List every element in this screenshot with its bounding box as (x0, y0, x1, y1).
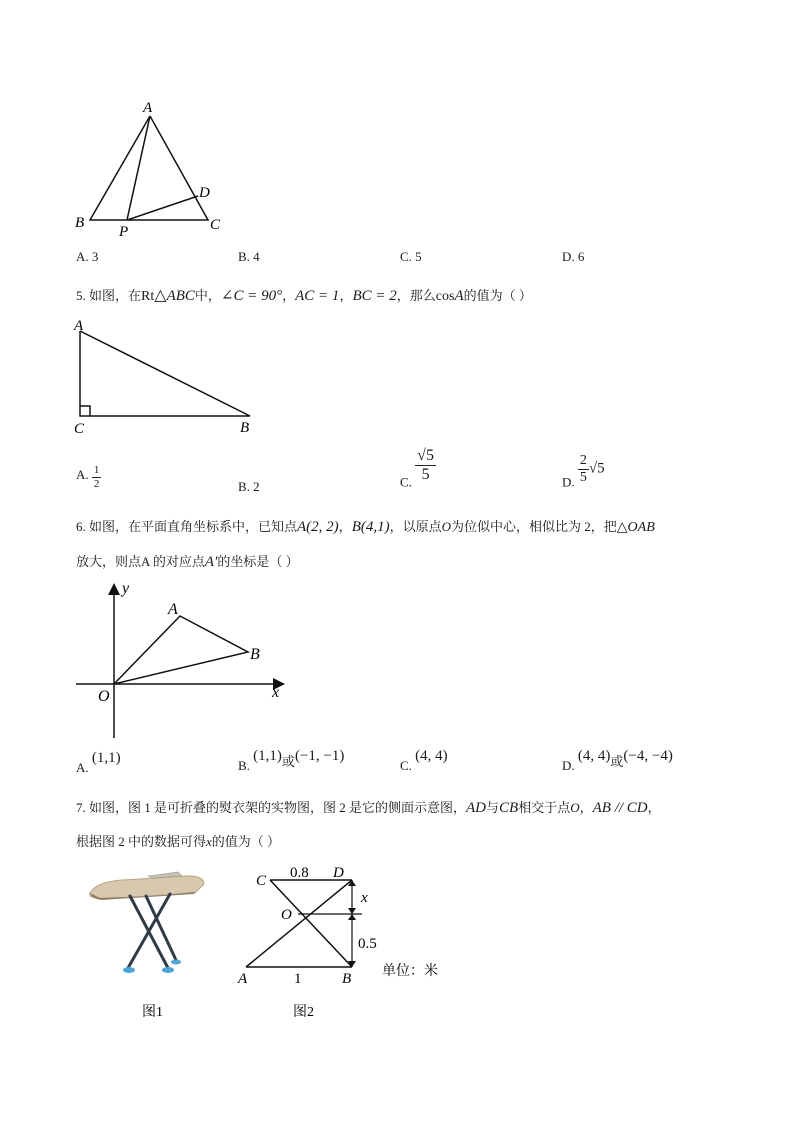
q6-aprime: A′ (204, 554, 218, 570)
q5-abc: ABC (166, 288, 195, 304)
q6-label-O: O (98, 688, 110, 705)
q7-line2-a: 根据图 2 中的数据可得 (76, 834, 207, 849)
q5-label-C: C (74, 421, 85, 437)
q6-label-A: A (168, 601, 178, 618)
q4-option-c[interactable]: C. 5 (400, 249, 422, 264)
q5-tail1: ，那么 (396, 288, 436, 303)
q7-o: O (570, 800, 580, 815)
q5-tail2: 的值为（ ） (463, 288, 532, 303)
q5-option-a-label: A. (76, 467, 89, 482)
q6-option-a-value: (1,1) (91, 750, 121, 766)
q6-label-B: B (250, 646, 260, 663)
q5-cos: cos (435, 289, 455, 304)
q7-fig2-label-C: C (256, 873, 267, 889)
q4-option-b[interactable]: B. 4 (238, 249, 260, 264)
q7-fig2-label-B: B (342, 971, 352, 987)
q6-pointB: B(4,1) (351, 519, 390, 535)
q5-option-a-den: 2 (93, 478, 100, 490)
q4-label-A: A (143, 100, 153, 116)
q7-fig2-caption: 图2 (293, 1005, 314, 1020)
q5-option-c-den: 5 (421, 466, 430, 483)
q6-option-b-label: B. (238, 758, 250, 773)
q7-fig2-unit: 单位：米 (382, 964, 438, 979)
q7-fig1-caption: 图1 (142, 1005, 163, 1020)
q7-x: x (206, 834, 212, 849)
q7-fig2-label-A: A (238, 971, 248, 987)
q6-option-a-label: A. (76, 760, 89, 775)
q5-triangle-icon: △ (154, 287, 167, 304)
q5-ac: AC = 1 (295, 288, 340, 304)
q7-comma: ， (579, 800, 593, 815)
q7-fig2-label-top: 0.8 (290, 865, 309, 881)
q5-cos-var: A (454, 288, 464, 304)
q5-sep2: ， (339, 288, 353, 303)
q5-intro: 5. 如图，在 (76, 288, 142, 303)
q6-option-b-or: 或 (281, 754, 295, 769)
q5-option-d-label: D. (562, 474, 575, 490)
q7-intro: 7. 如图，图 1 是可折叠的熨衣架的实物图，图 2 是它的侧面示意图， (76, 800, 467, 815)
q7-fig2-label-half: 0.5 (358, 936, 377, 952)
q5-zhong: 中， (194, 288, 221, 303)
q6-option-d-value1: (4, 4) (577, 748, 611, 764)
q6-mid2: 为位似中心，相似比为 2，把 (451, 519, 617, 534)
q4-label-C: C (210, 217, 221, 233)
q5-label-B: B (240, 420, 250, 436)
q7-fig2-label-x: x (361, 890, 368, 906)
q4-label-P: P (119, 224, 129, 240)
q7-fig2-label-D: D (333, 865, 344, 881)
q6-mid1: ，以原点 (389, 519, 442, 534)
q5-option-d-num: 2 (579, 453, 587, 468)
q7-parallel: AB // CD (592, 800, 648, 816)
q6-option-d-or: 或 (610, 754, 624, 769)
q6-option-d-label: D. (562, 758, 575, 773)
q7-mid: 相交于点 (518, 800, 571, 815)
q6-option-c-value: (4, 4) (415, 748, 448, 764)
q6-pointA: A(2, 2) (297, 519, 339, 535)
q4-option-a[interactable]: A. 3 (76, 249, 99, 264)
q5-rt: Rt (141, 289, 155, 304)
q6-label-x: x (272, 684, 280, 701)
q4-option-d[interactable]: D. 6 (562, 249, 585, 264)
q7-ad: AD (466, 800, 487, 816)
q6-option-c-label: C. (400, 758, 412, 773)
q5-option-c-num: √5 (417, 447, 434, 464)
q7-yu: 与 (486, 800, 500, 815)
q6-sep1: ， (338, 519, 352, 534)
q5-option-c-label: C. (400, 474, 412, 490)
q6-label-y: y (122, 580, 130, 597)
q6-option-b-value1: (1,1) (253, 748, 282, 764)
q6-option-b-value2: (−1, −1) (294, 748, 345, 764)
q7-fig2-label-bottom: 1 (294, 971, 302, 987)
q6-triangle: △OAB (616, 520, 655, 535)
q7-cb: CB (499, 800, 519, 816)
q4-label-D: D (199, 185, 210, 201)
q5-option-a-num: 1 (93, 464, 100, 476)
q7-line2-b: 的值为（ ） (211, 834, 281, 849)
q5-option-d-den: 5 (579, 470, 587, 485)
q6-option-d-value2: (−4, −4) (623, 748, 673, 764)
q7-end: ， (647, 800, 661, 815)
q5-sep1: ， (282, 288, 296, 303)
q4-label-B: B (75, 215, 85, 231)
q6-line2-a: 放大，则点A 的对应点 (76, 554, 205, 569)
q5-label-A: A (74, 318, 84, 334)
q6-line2-b: 的坐标是（ ） (217, 554, 299, 569)
q5-angle: ∠C = 90° (220, 288, 283, 304)
q5-option-b[interactable]: B. 2 (238, 479, 260, 494)
q5-bc: BC = 2 (352, 288, 397, 304)
q6-intro: 6. 如图，在平面直角坐标系中，已知点 (76, 519, 298, 534)
q6-origin: O (441, 519, 451, 534)
q5-option-d-radical: √5 (588, 460, 605, 477)
q7-fig2-label-O: O (281, 907, 292, 923)
